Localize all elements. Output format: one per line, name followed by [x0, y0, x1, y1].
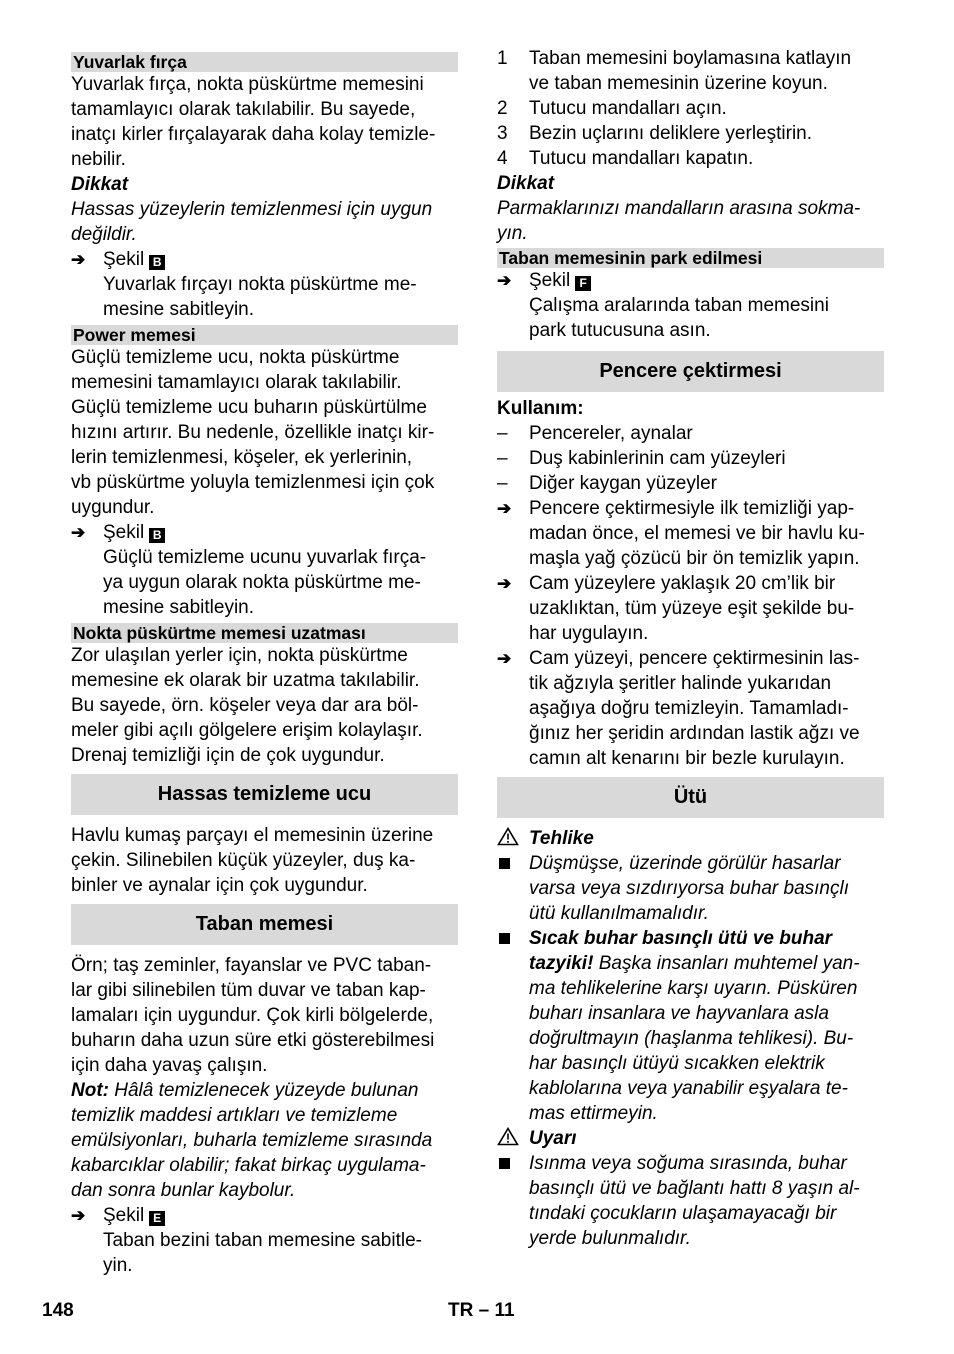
text-line: memesine ek olarak bir uzatma takılabilir. [71, 670, 420, 691]
dash-list-item [497, 421, 884, 446]
section-heading-uzatma: Nokta püskürtme memesi uzatması [71, 623, 458, 643]
numbered-step [497, 96, 884, 121]
numbered-steps [497, 46, 884, 171]
text-line: varsa veya sızdırıyorsa buhar basınçlı [529, 878, 849, 899]
right-arrow-icon: ➔ [497, 499, 512, 518]
text-line: kablolarına veya yanabilir eşyalara te- [529, 1078, 848, 1099]
arrow-step [497, 496, 884, 571]
numbered-step [497, 146, 884, 171]
power-body [71, 345, 458, 520]
text-line: Duş kabinlerinin cam yüzeyleri [529, 448, 786, 469]
text-line: ütü kullanılmamalıdır. [529, 903, 709, 924]
text-line: maşla yağ çözücü bir ön temizlik yapın. [529, 548, 860, 569]
utu-content [497, 826, 884, 1251]
text-line: tamamlayıcı olarak takılabilir. Bu sayede, [71, 99, 416, 120]
numbered-step [497, 121, 884, 146]
bullet-item [497, 1151, 884, 1251]
dash-list-item [497, 446, 884, 471]
step-number: 4 [497, 148, 508, 169]
bullet-item [497, 851, 884, 926]
text-line: ğınız her şeridin ardından lastik ağzı ve [529, 723, 860, 744]
sekil-ref-row [71, 520, 458, 545]
text-line: uzaklıktan, tüm yüzeye eşit şekilde bu- [529, 598, 855, 619]
right-arrow-icon: ➔ [71, 250, 86, 269]
text-line: emülsiyonları, buharla temizleme sırasında [71, 1130, 433, 1151]
text-line: Cam yüzeyi, pencere çektirmesinin las- [529, 648, 860, 669]
arrow-step [497, 571, 884, 646]
numbered-step [497, 46, 884, 96]
right-arrow-icon: ➔ [497, 649, 512, 668]
text-line: Drenaj temizliği için de çok uygundur. [71, 745, 385, 766]
sekil-ref-row [71, 247, 458, 272]
text-line: Cam yüzeylere yaklaşık 20 cm’lik bir [529, 573, 836, 594]
text-line: Örn; taş zeminler, fayanslar ve PVC taban- [71, 955, 432, 976]
text-line: Güçlü temizleme ucunu yuvarlak fırça- [103, 547, 427, 568]
sicak-rest-first: Başka insanları muhtemel yan- [593, 953, 860, 974]
tehlike-row [497, 826, 884, 851]
text-line: lerin temizlenmesi, köşeler, ek yerlerinin, [71, 447, 413, 468]
text-line: yın. [497, 223, 528, 244]
text-line: lamaları için uygundur. Çok kirli bölgelerde, [71, 1005, 434, 1026]
text-line: dan sonra bunlar kaybolur. [71, 1180, 296, 1201]
tehlike-label: Tehlike [529, 828, 594, 849]
taban-body [71, 953, 458, 1078]
figure-letter-badge: E [149, 1211, 165, 1226]
dikkat-label: Dikkat [497, 173, 555, 194]
figure-letter-badge: F [575, 276, 591, 291]
section-heading-yuvarlak: Yuvarlak fırça [71, 52, 458, 72]
text-line: memesini tamamlayıcı olarak takılabilir. [71, 372, 402, 393]
text-line: Pencereler, aynalar [529, 423, 693, 444]
left-column [71, 46, 458, 1278]
right-arrow-icon: ➔ [71, 1206, 86, 1225]
text-line: temizlik maddesi artıkları ve temizleme [71, 1105, 398, 1126]
text-line: ya uygun olarak nokta püskürtme me- [103, 572, 421, 593]
text-line: yerde bulunmalıdır. [529, 1228, 691, 1249]
warning-triangle-icon [497, 1126, 529, 1151]
text-line: Yuvarlak fırça, nokta püskürtme memesini [71, 74, 424, 95]
text-line: kabarcıklar olabilir; fakat birkaç uygulama- [71, 1155, 426, 1176]
text-line: har basınçlı ütüyü sıcakken elektrik [529, 1053, 825, 1074]
text-line: hızını artırır. Bu nedenle, özellikle inatçı kir- [71, 422, 435, 443]
text-line: mesine sabitleyin. [103, 299, 255, 320]
section-heading-park: Taban memesinin park edilmesi [497, 248, 884, 268]
text-line: değildir. [71, 224, 137, 245]
dash-marker: – [497, 448, 508, 469]
not-first-line: Hâlâ temizlenecek yüzeyde bulunan [108, 1080, 419, 1101]
uzatma-body [71, 643, 458, 768]
pencere-steps [497, 496, 884, 771]
taban-step [71, 1228, 458, 1278]
step-number: 3 [497, 123, 508, 144]
figure-letter-badge: B [149, 528, 165, 543]
text-line: uygundur. [71, 497, 155, 518]
step-number: 1 [497, 48, 508, 69]
black-square-icon [499, 1158, 510, 1169]
text-line: Hassas yüzeylerin temizlenmesi için uygun [71, 199, 433, 220]
uyari-label: Uyarı [529, 1128, 577, 1149]
text-line: mas ettirmeyin. [529, 1103, 658, 1124]
right-arrow-icon: ➔ [497, 271, 512, 290]
taban-note [71, 1078, 458, 1203]
text-line: Güçlü temizleme ucu buharın püskürtülme [71, 397, 427, 418]
right-arrow-icon: ➔ [497, 574, 512, 593]
text-line: Çalışma aralarında taban memesini [529, 295, 829, 316]
text-line: ve taban memesinin üzerine koyun. [529, 73, 828, 94]
text-line: ma tehlikelerine karşı uyarın. Püsküren [529, 978, 858, 999]
text-line: buharı insanlara ve hayvanlara asla [529, 1003, 829, 1024]
text-line: Düşmüşse, üzerinde görülür hasarlar [529, 853, 841, 874]
black-square-icon [499, 933, 510, 944]
text-line: camın alt kenarını bir bezle kurulayın. [529, 748, 845, 769]
text-line: Yuvarlak fırçayı nokta püskürtme me- [103, 274, 417, 295]
sicak-bold-line: Sıcak buhar basınçlı ütü ve buhar [529, 928, 833, 949]
not-label: Not: [71, 1080, 109, 1101]
dikkat-label: Dikkat [71, 174, 129, 195]
section-heading-hassas: Hassas temizleme ucu [71, 774, 458, 815]
text-line: vb püskürtme yoluyla temizlenmesi için çok [71, 472, 435, 493]
text-line: Diğer kaygan yüzeyler [529, 473, 717, 494]
text-line: park tutucusuna asın. [529, 320, 711, 341]
text-line: meler gibi açılı gölgelere erişim kolaylaşır. [71, 720, 423, 741]
yuvarlak-dikkat-text [71, 197, 458, 247]
black-square-icon [499, 858, 510, 869]
text-line: binler ve aynalar için çok uygundur. [71, 875, 368, 896]
page-number: 148 [42, 1300, 74, 1321]
section-heading-pencere: Pencere çektirmesi [497, 351, 884, 392]
text-line: tındaki çocukların ulaşamayacağı bir [529, 1203, 837, 1224]
text-line: madan önce, el memesi ve bir havlu ku- [529, 523, 865, 544]
text-line: doğrultmayın (haşlanma tehlikesi). Bu- [529, 1028, 854, 1049]
sekil-label: Şekil [103, 522, 145, 543]
step-number: 2 [497, 98, 508, 119]
power-step [71, 545, 458, 620]
sekil-label: Şekil [529, 270, 571, 291]
text-line: Güçlü temizleme ucu, nokta püskürtme [71, 347, 400, 368]
yuvarlak-body [71, 72, 458, 172]
kullanim-label: Kullanım: [497, 398, 584, 419]
dash-marker: – [497, 423, 508, 444]
dash-marker: – [497, 473, 508, 494]
sekil-label: Şekil [103, 1205, 145, 1226]
right-column [497, 46, 884, 1251]
pencere-uses [497, 421, 884, 496]
text-line: basınçlı ütü ve bağlantı hattı 8 yaşın al- [529, 1178, 860, 1199]
sekil-ref-row [497, 268, 884, 293]
text-line: yin. [103, 1255, 133, 1276]
text-line: mesine sabitleyin. [103, 597, 255, 618]
arrow-step [497, 646, 884, 771]
text-line: Parmaklarınızı mandalların arasına sokma- [497, 198, 861, 219]
text-line: için daha yavaş çalışın. [71, 1055, 268, 1076]
sekil-label: Şekil [103, 249, 145, 270]
text-line: tik ağzıyla şeritler halinde yukarıdan [529, 673, 832, 694]
text-line: Taban bezini taban memesine sabitle- [103, 1230, 422, 1251]
park-step [497, 293, 884, 343]
sicak-bold-word: tazyiki! [529, 953, 594, 974]
hassas-body [71, 823, 458, 898]
section-heading-utu: Ütü [497, 777, 884, 818]
text-line: çekin. Silinebilen küçük yüzeyler, duş ka- [71, 850, 416, 871]
section-heading-power: Power memesi [71, 325, 458, 345]
text-line: Isınma veya soğuma sırasında, buhar [529, 1153, 847, 1174]
right-dikkat-text [497, 196, 884, 246]
text-line: Havlu kumaş parçayı el memesinin üzerine [71, 825, 434, 846]
text-line: Pencere çektirmesiyle ilk temizliği yap- [529, 498, 855, 519]
page-code: TR – 11 [448, 1300, 515, 1321]
text-line: Tutucu mandalları kapatın. [529, 148, 754, 169]
dash-list-item [497, 471, 884, 496]
warning-triangle-icon [497, 826, 529, 851]
text-line: Tutucu mandalları açın. [529, 98, 727, 119]
yuvarlak-step [71, 272, 458, 322]
text-line: Taban memesini boylamasına katlayın [529, 48, 852, 69]
right-arrow-icon: ➔ [71, 523, 86, 542]
uyari-row [497, 1126, 884, 1151]
figure-letter-badge: B [149, 255, 165, 270]
text-line: lar gibi silinebilen tüm duvar ve taban kap- [71, 980, 426, 1001]
text-line: inatçı kirler fırçalayarak daha kolay temizle- [71, 124, 436, 145]
text-line: Zor ulaşılan yerler için, nokta püskürtme [71, 645, 408, 666]
sekil-ref-row [71, 1203, 458, 1228]
text-line: nebilir. [71, 149, 126, 170]
text-line: buharın daha uzun süre etki gösterebilmesi [71, 1030, 435, 1051]
text-line: Bezin uçlarını deliklere yerleştirin. [529, 123, 813, 144]
bullet-item [497, 926, 884, 1126]
text-line: aşağıya doğru temizleyin. Tamamladı- [529, 698, 849, 719]
text-line: Bu sayede, örn. köşeler veya dar ara böl- [71, 695, 419, 716]
section-heading-taban: Taban memesi [71, 904, 458, 945]
text-line: har uygulayın. [529, 623, 649, 644]
